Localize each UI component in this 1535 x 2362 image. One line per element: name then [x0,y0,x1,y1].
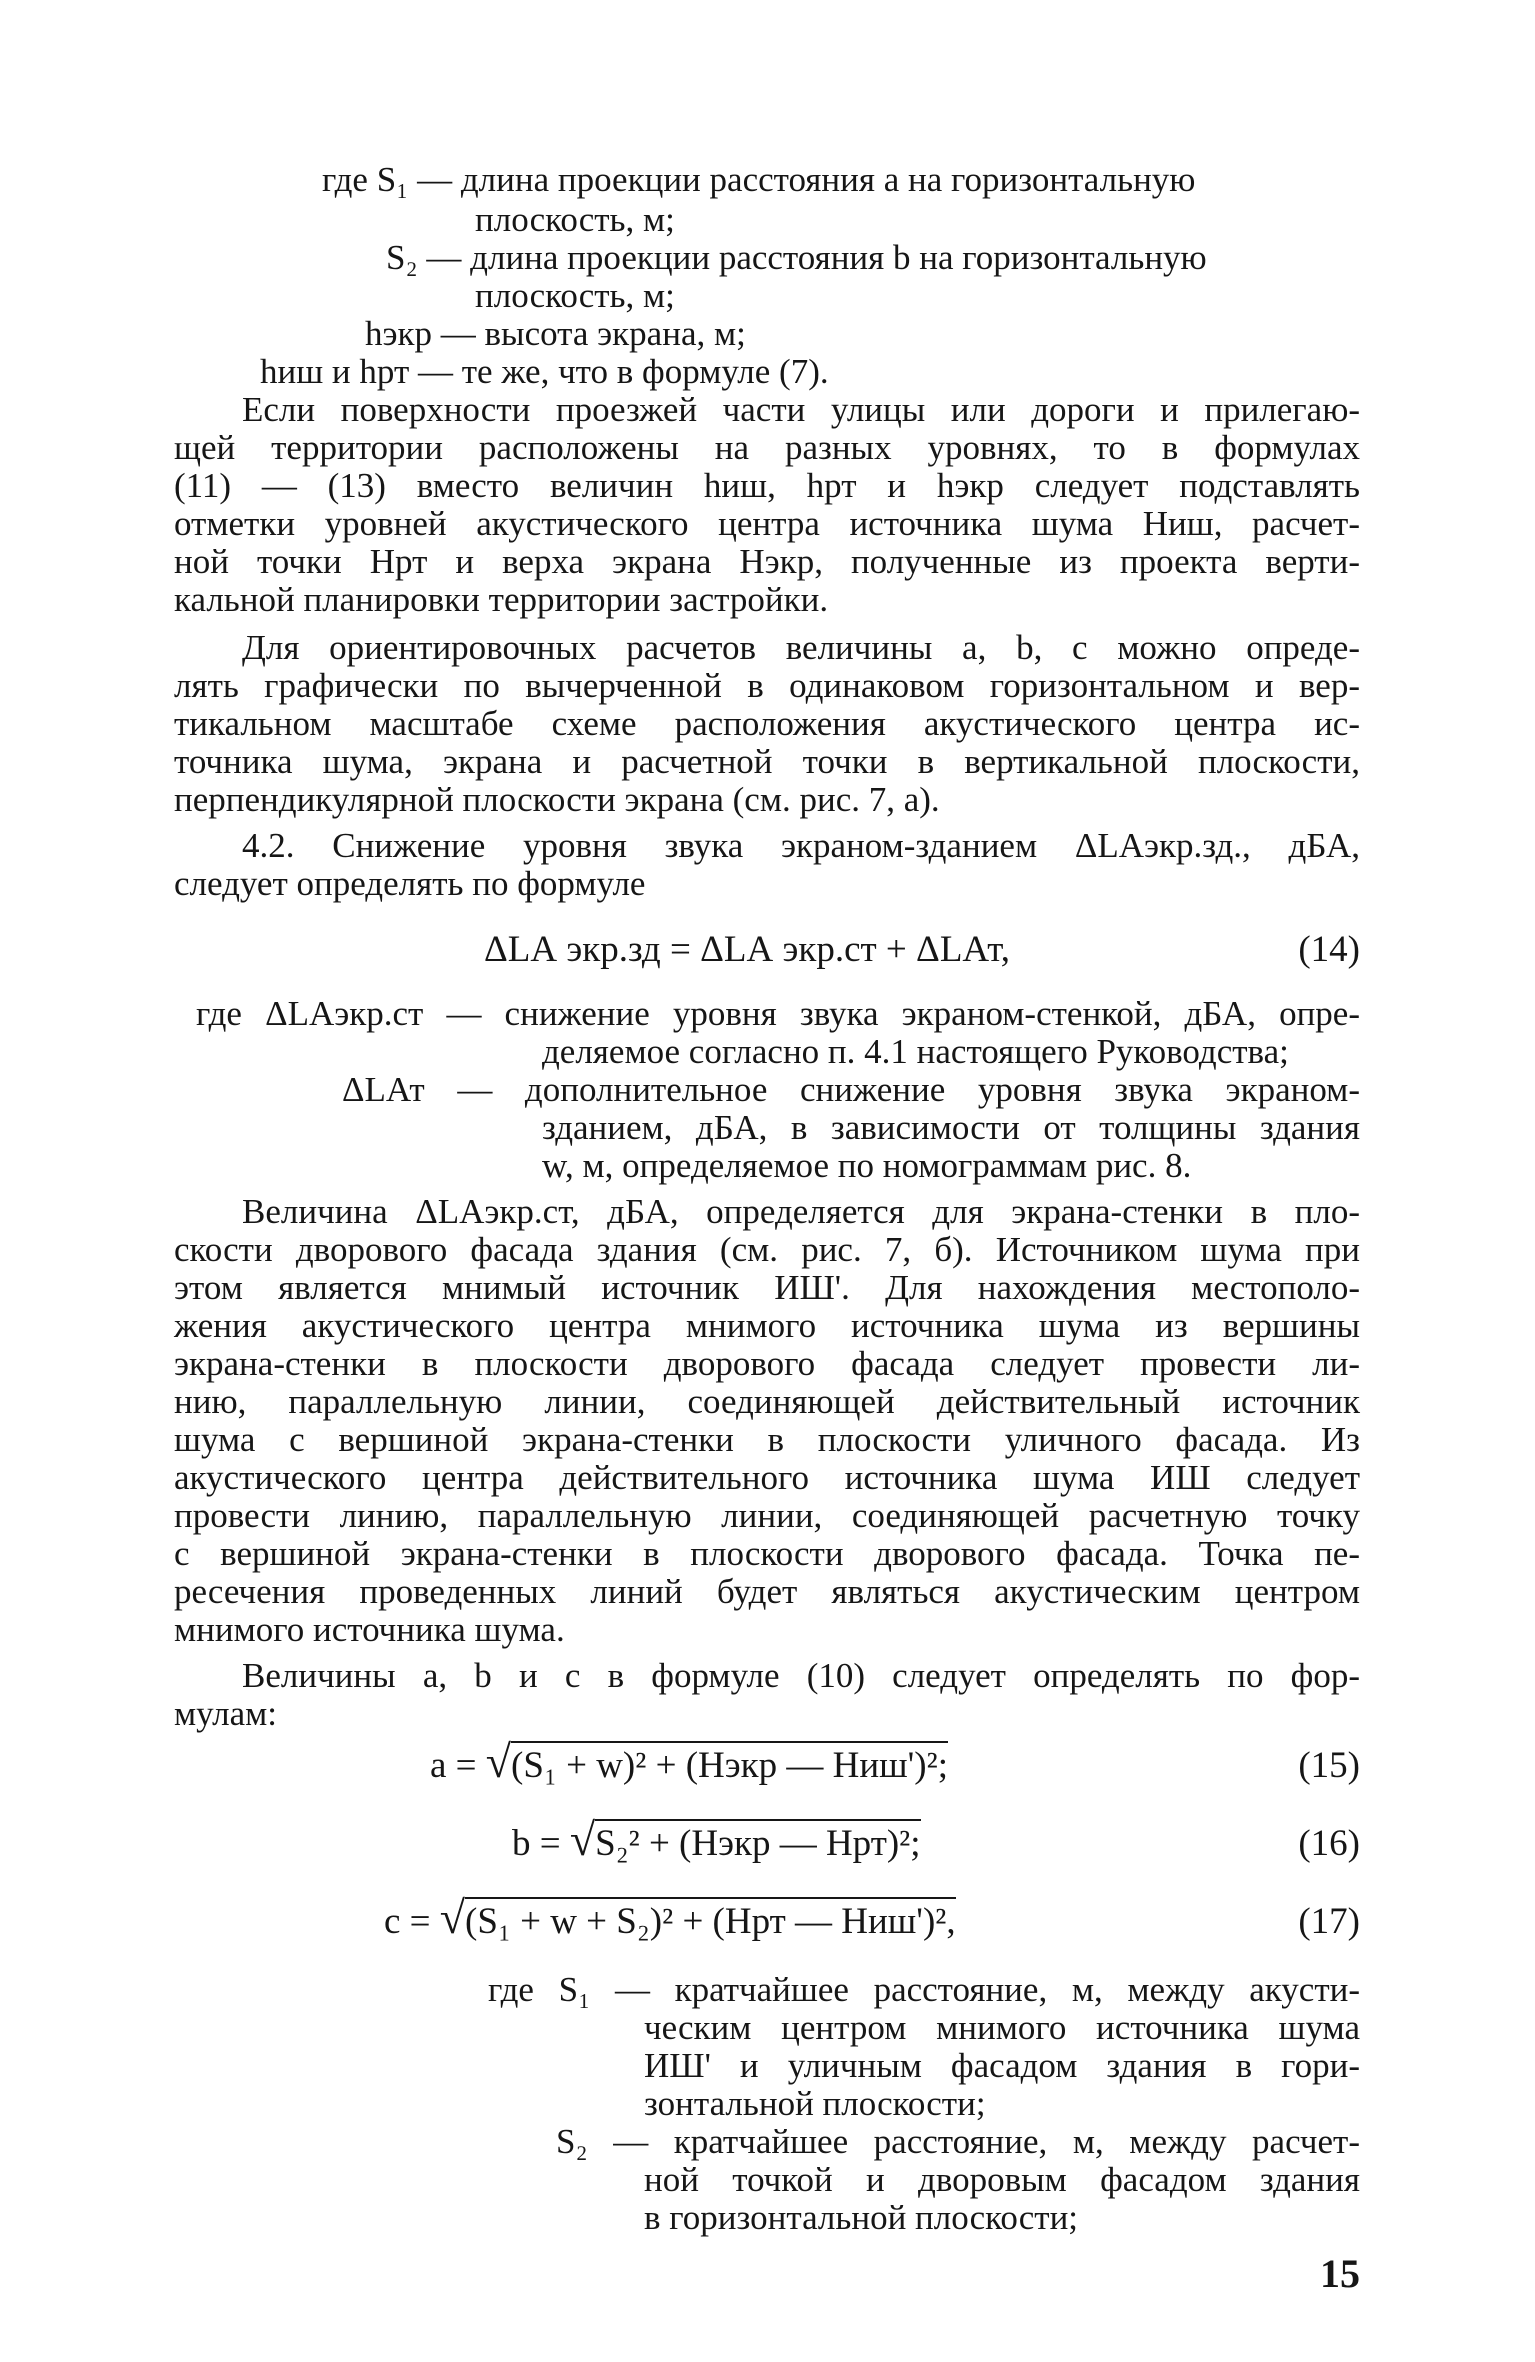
para1-line: щей территории расположены на разных уровнях, то в формулах [174,428,1360,467]
para1-line: отметки уровней акустического центра источника шума Hиш, расчет- [174,504,1360,543]
sqrt-sign: √ [485,1736,512,1787]
page-number: 15 [1320,2251,1360,2296]
sqrt-sign: √ [439,1892,466,1943]
para4-line: мнимого источника шума. [174,1610,565,1649]
para5-line: Величины a, b и c в формуле (10) следует определять по фор- [242,1656,1360,1695]
def2-s1-line: ИШ' и уличным фасадом здания в гори- [644,2046,1360,2085]
para5-line: мулам: [174,1694,277,1733]
para4-line: акустического центра действительного источника шума ИШ следует [174,1458,1360,1497]
formula-14: ΔLА экр.зд = ΔLА экр.ст + ΔLАт, [484,929,1010,970]
para2-line: лять графически по вычерченной в одинаковом горизонтальном и вер- [174,666,1360,705]
formula-17-number: (17) [1298,1901,1360,1942]
para4-line: скости дворового фасада здания (см. рис. 7, б). Источником шума при [174,1230,1360,1269]
formula-17-lhs: c = [384,1901,431,1942]
para4-line: экрана-стенки в плоскости дворового фасада следует провести ли- [174,1344,1360,1383]
para2-line: Для ориентировочных расчетов величины a, b, c можно опреде- [242,628,1360,667]
para2-line: тикальном масштабе схеме расположения акустического центра ис- [174,704,1360,743]
para4-line: провести линию, параллельную линии, соединяющей расчетную точку [174,1496,1360,1535]
para4-line: шума с вершиной экрана-стенки в плоскости уличного фасада. Из [174,1420,1360,1459]
para4-line: этом является мнимый источник ИШ'. Для нахождения местополо- [174,1268,1360,1307]
def-s2-line2: плоскость, м; [475,276,675,315]
formula-17 [384,1892,956,1944]
para1-line: кальной планировки территории застройки. [174,580,829,619]
para4-line: Величина ΔLАэкр.ст, дБА, определяется для экрана-стенки в пло- [242,1192,1360,1231]
formula-15-number: (15) [1298,1745,1360,1786]
def-s1-line1: где S₁ — длина проекции расстояния a на горизонтальную [322,160,1196,199]
para4-line: ресечения проведенных линий будет являться акустическим центром [174,1572,1360,1611]
para4-line: с вершиной экрана-стенки в плоскости дворового фасада. Точка пе- [174,1534,1360,1573]
def2-s2-line: в горизонтальной плоскости; [644,2198,1079,2237]
sqrt-sign: √ [569,1814,596,1865]
def-dlaekrst: где ΔLАэкр.ст — снижение уровня звука экраном-стенкой, дБА, опре- [196,994,1360,1033]
para4-line: жения акустического центра мнимого источника шума из вершины [174,1306,1360,1345]
formula-17-radicand: (S₁ + w + S₂)² + (Hрт — Hиш')², [465,1897,956,1942]
formula-15 [430,1736,948,1788]
def2-s1-line: где S₁ — кратчайшее расстояние, м, между акусти- [488,1970,1360,2009]
formula-16-lhs: b = [512,1823,561,1864]
formula-16-number: (16) [1298,1823,1360,1864]
def-dlat-cont: зданием, дБА, в зависимости от толщины здания [542,1108,1360,1147]
formula-15-lhs: a = [430,1745,477,1786]
para2-line: точника шума, экрана и расчетной точки в вертикальной плоскости, [174,742,1360,781]
para4-line: нию, параллельную линии, соединяющей действительный источник [174,1382,1360,1421]
def-hekr: hэкр — высота экрана, м; [365,314,746,353]
def-dlat: ΔLАт — дополнительное снижение уровня звука экраном- [342,1070,1360,1109]
formula-16 [512,1814,921,1866]
formula-16-radicand: S₂² + (Hэкр — Hрт)²; [595,1819,920,1864]
formula-14-number: (14) [1298,929,1360,970]
para1-line: ной точки Hрт и верха экрана Hэкр, полученные из проекта верти- [174,542,1360,581]
def-dlaekrst-cont: деляемое согласно п. 4.1 настоящего Руководства; [542,1032,1289,1071]
def2-s1-line: ческим центром мнимого источника шума [644,2008,1360,2047]
def-s1-line2: плоскость, м; [475,200,675,239]
def2-s1-line: зонтальной плоскости; [644,2084,986,2123]
para1-line: Если поверхности проезжей части улицы или дороги и прилегаю- [242,390,1360,429]
formula-15-radicand: (S₁ + w)² + (Hэкр — Hиш')²; [511,1741,948,1786]
section-4-2-line: 4.2. Снижение уровня звука экраном-зданием ΔLАэкр.зд., дБА, [242,826,1360,865]
def-dlat-cont: w, м, определяемое по номограммам рис. 8. [542,1146,1192,1185]
def2-s2-line: S₂ — кратчайшее расстояние, м, между расчет- [556,2122,1360,2161]
para2-line: перпендикулярной плоскости экрана (см. рис. 7, а). [174,780,940,819]
para1-line: (11) — (13) вместо величин hиш, hрт и hэкр следует подставлять [174,466,1360,505]
def2-s2-line: ной точкой и дворовым фасадом здания [644,2160,1360,2199]
def-hish-hrt: hиш и hрт — те же, что в формуле (7). [260,352,829,391]
def-s2-line1: S₂ — длина проекции расстояния b на горизонтальную [386,238,1207,277]
section-4-2-line: следует определять по формуле [174,864,646,903]
